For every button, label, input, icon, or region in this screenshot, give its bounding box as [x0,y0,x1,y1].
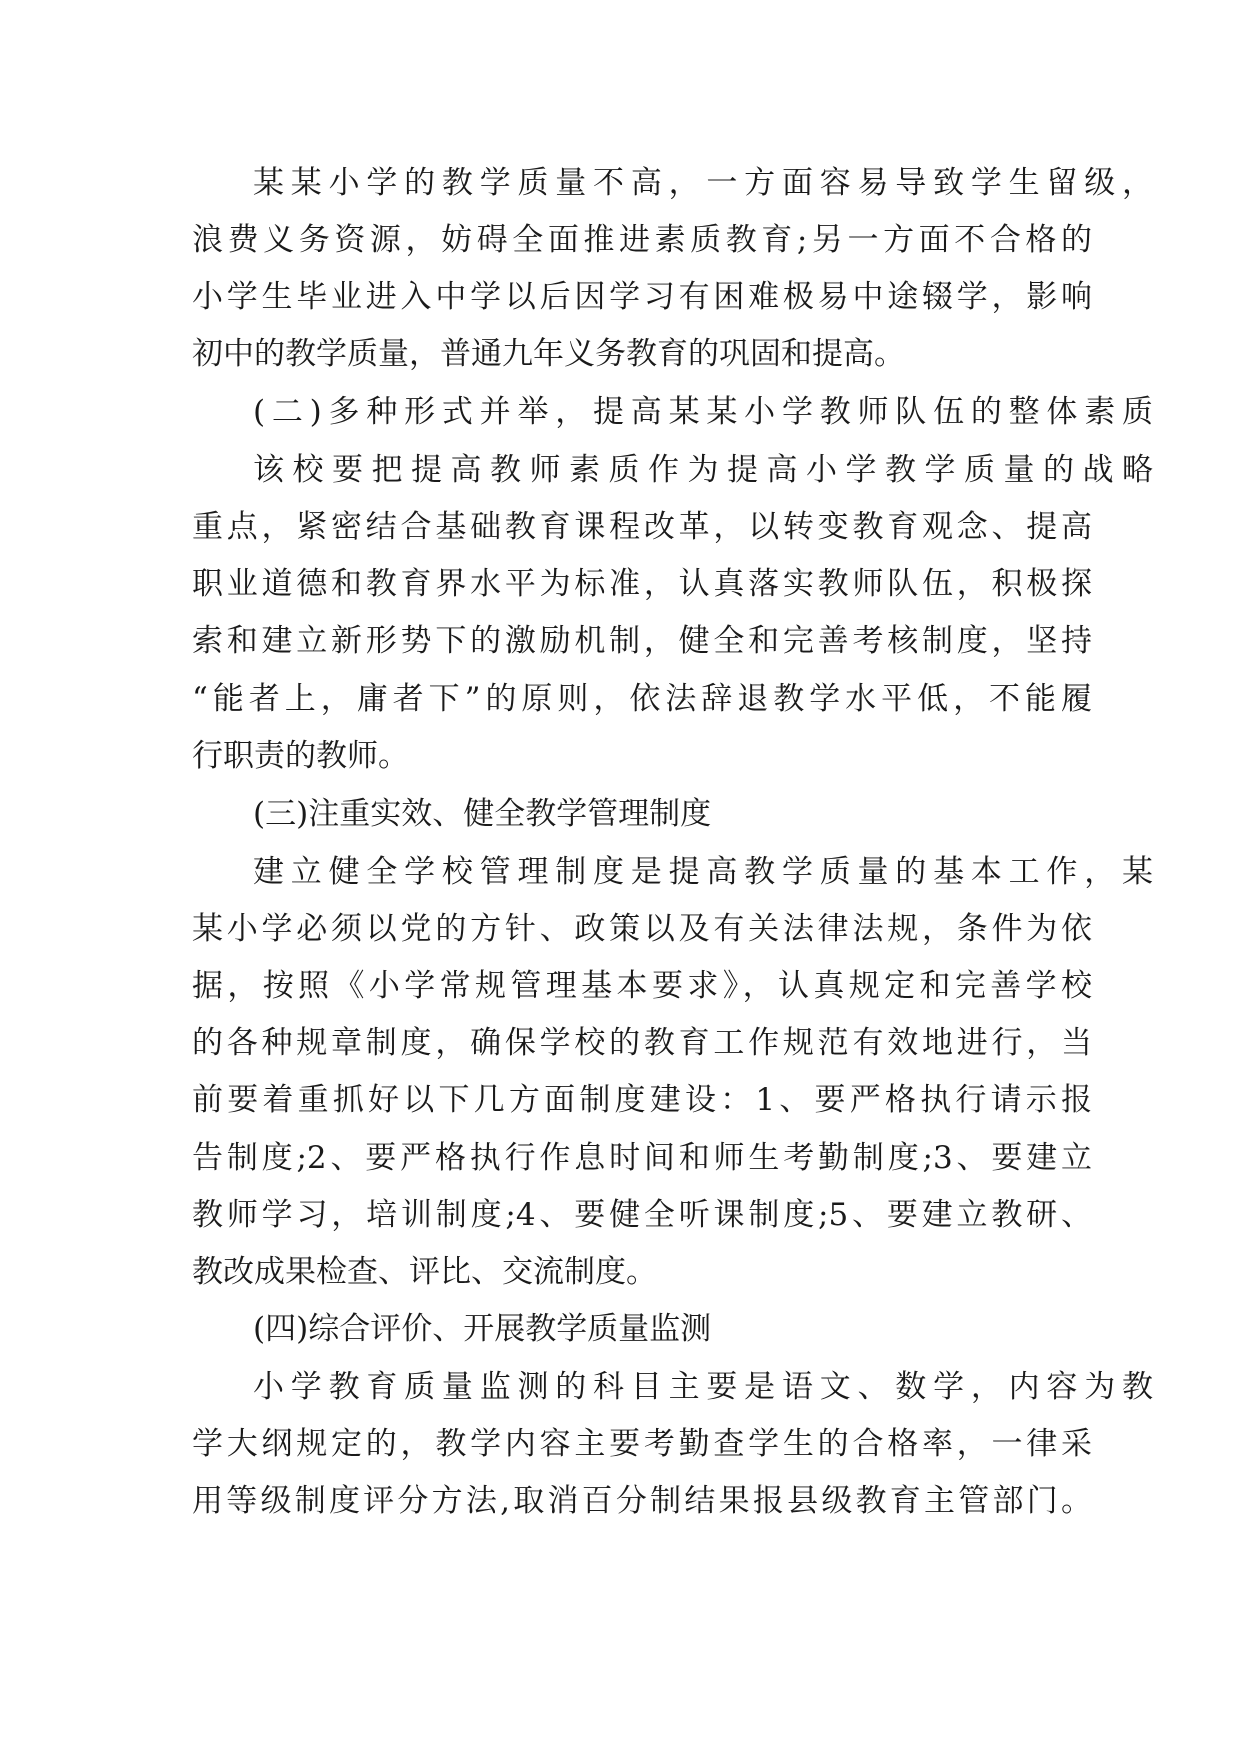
section-heading-4: (四)综合评价、开展教学质量监测 [253,1311,712,1347]
paragraph-3-line-8: 教改成果检查、评比、交流制度。 [192,1254,657,1290]
paragraph-1-line-1: 某某小学的教学质量不高，一方面容易导致学生留级， [253,165,1153,201]
paragraph-4-line-3: 用等级制度评分方法,取消百分制结果报县级教育主管部门。 [192,1483,1092,1519]
paragraph-2-line-2: 重点，紧密结合基础教育课程改革，以转变教育观念、提高 [192,509,1092,545]
paragraph-3-line-2: 某小学必须以党的方针、政策以及有关法律法规，条件为依 [192,911,1092,947]
paragraph-2-line-1: 该校要把提高教师素质作为提高小学教学质量的战略 [253,452,1153,488]
paragraph-3-line-5: 前要着重抓好以下几方面制度建设：1、要严格执行请示报 [192,1082,1092,1118]
paragraph-4-line-2: 学大纲规定的，教学内容主要考勤查学生的合格率，一律采 [192,1426,1092,1462]
paragraph-2-line-6: 行职责的教师。 [192,738,409,774]
paragraph-4-line-1: 小学教育质量监测的科目主要是语文、数学，内容为教 [253,1369,1153,1405]
section-heading-3: (三)注重实效、健全教学管理制度 [253,796,712,832]
paragraph-3-line-1: 建立健全学校管理制度是提高教学质量的基本工作，某 [253,854,1153,890]
paragraph-1-line-2: 浪费义务资源，妨碍全面推进素质教育;另一方面不合格的 [192,222,1092,258]
paragraph-2-line-4: 索和建立新形势下的激励机制，健全和完善考核制度，坚持 [192,623,1092,659]
paragraph-3-line-4: 的各种规章制度，确保学校的教育工作规范有效地进行，当 [192,1025,1092,1061]
paragraph-2-line-3: 职业道德和教育界水平为标准，认真落实教师队伍，积极探 [192,566,1092,602]
section-heading-2: (二)多种形式并举，提高某某小学教师队伍的整体素质 [253,394,1153,430]
paragraph-3-line-6: 告制度;2、要严格执行作息时间和师生考勤制度;3、要建立 [192,1140,1092,1176]
paragraph-2-line-5: “能者上，庸者下”的原则，依法辞退教学水平低，不能履 [192,681,1092,717]
paragraph-3-line-3: 据，按照《小学常规管理基本要求》，认真规定和完善学校 [192,968,1092,1004]
paragraph-1-line-3: 小学生毕业进入中学以后因学习有困难极易中途辍学，影响 [192,279,1092,315]
paragraph-3-line-7: 教师学习，培训制度;4、要健全听课制度;5、要建立教研、 [192,1197,1092,1233]
paragraph-1-line-4: 初中的教学质量，普通九年义务教育的巩固和提高。 [192,336,905,372]
